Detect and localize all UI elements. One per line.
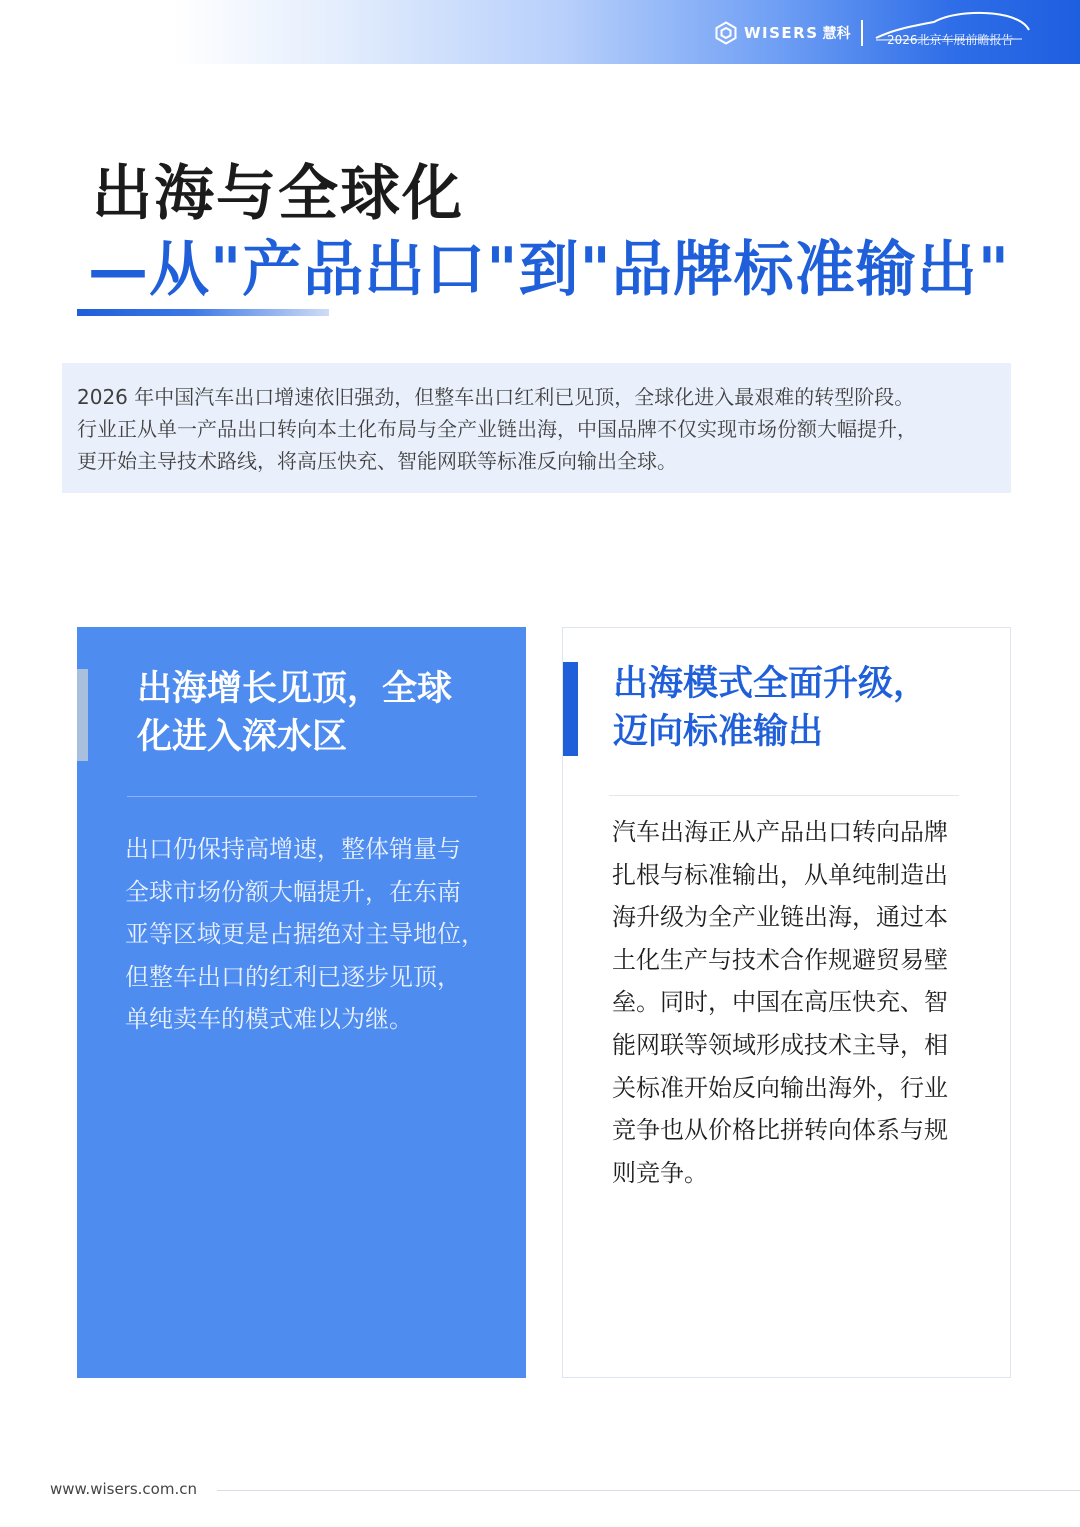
intro-line: 2026 年中国汽车出口增速依旧强劲，但整车出口红利已见顶，全球化进入最艰难的转型阶段。 — [77, 385, 915, 409]
intro-line: 更开始主导技术路线，将高压快充、智能网联等标准反向输出全球。 — [77, 449, 677, 473]
hexagon-logo-icon — [714, 21, 738, 45]
card-mode-upgrade — [562, 627, 1011, 1378]
page-title: 出海与全球化 — [92, 159, 464, 229]
card-body-line: 单纯卖车的模式难以为继。 — [125, 1005, 413, 1034]
card-growth-peak — [77, 627, 526, 1378]
intro-line: 行业正从单一产品出口转向本土化布局与全产业链出海，中国品牌不仅实现市场份额大幅提升， — [77, 417, 917, 441]
intro-box — [62, 363, 1011, 493]
card-divider — [127, 796, 477, 797]
card-body-line: 则竞争。 — [612, 1158, 708, 1187]
card-body-line: 土化生产与技术合作规避贸易壁 — [612, 945, 948, 974]
card-body-line: 全球市场份额大幅提升，在东南 — [125, 877, 461, 906]
card-body-line: 亚等区域更是占据绝对主导地位， — [125, 920, 485, 949]
header-bar — [0, 0, 1080, 64]
card-accent-bar — [77, 669, 88, 761]
footer-url-link[interactable]: www.wisers.com.cn — [50, 1480, 197, 1498]
brand-logo — [714, 20, 851, 46]
card-body-line: 出口仍保持高增速，整体销量与 — [125, 835, 461, 863]
report-name: 2026北京车展前瞻报告 — [887, 33, 1014, 47]
card-body-line: 海升级为全产业链出海，通过本 — [612, 903, 948, 932]
card-body-line: 扎根与标准输出，从单纯制造出 — [612, 860, 948, 889]
card-body — [125, 828, 485, 1041]
footer-divider — [217, 1490, 1080, 1491]
card-body-line: 垒。同时，中国在高压快充、智 — [612, 988, 948, 1017]
card-accent-bar — [563, 662, 578, 756]
page-subtitle: —从"产品出口"到"品牌标准输出" — [88, 235, 1011, 305]
card-body-line: 关标准开始反向输出海外，行业 — [612, 1073, 948, 1102]
card-divider — [609, 795, 959, 796]
card-body-line: 但整车出口的红利已逐步见顶， — [125, 962, 461, 991]
title-underline — [77, 309, 329, 316]
card-body-line: 竞争也从价格比拼转向体系与规 — [612, 1116, 948, 1145]
brand-name: WISERS — [744, 24, 819, 42]
card-body — [612, 811, 948, 1194]
card-body-line: 汽车出海正从产品出口转向品牌 — [612, 818, 948, 846]
card-heading: 出海增长见顶，全球化进入深水区 — [137, 669, 453, 757]
card-body-line: 能网联等领域形成技术主导，相 — [612, 1030, 948, 1059]
card-heading: 出海模式全面升级，迈向标准输出 — [613, 664, 929, 752]
brand-cn-name: 慧科 — [822, 26, 851, 42]
header-separator — [861, 20, 863, 46]
